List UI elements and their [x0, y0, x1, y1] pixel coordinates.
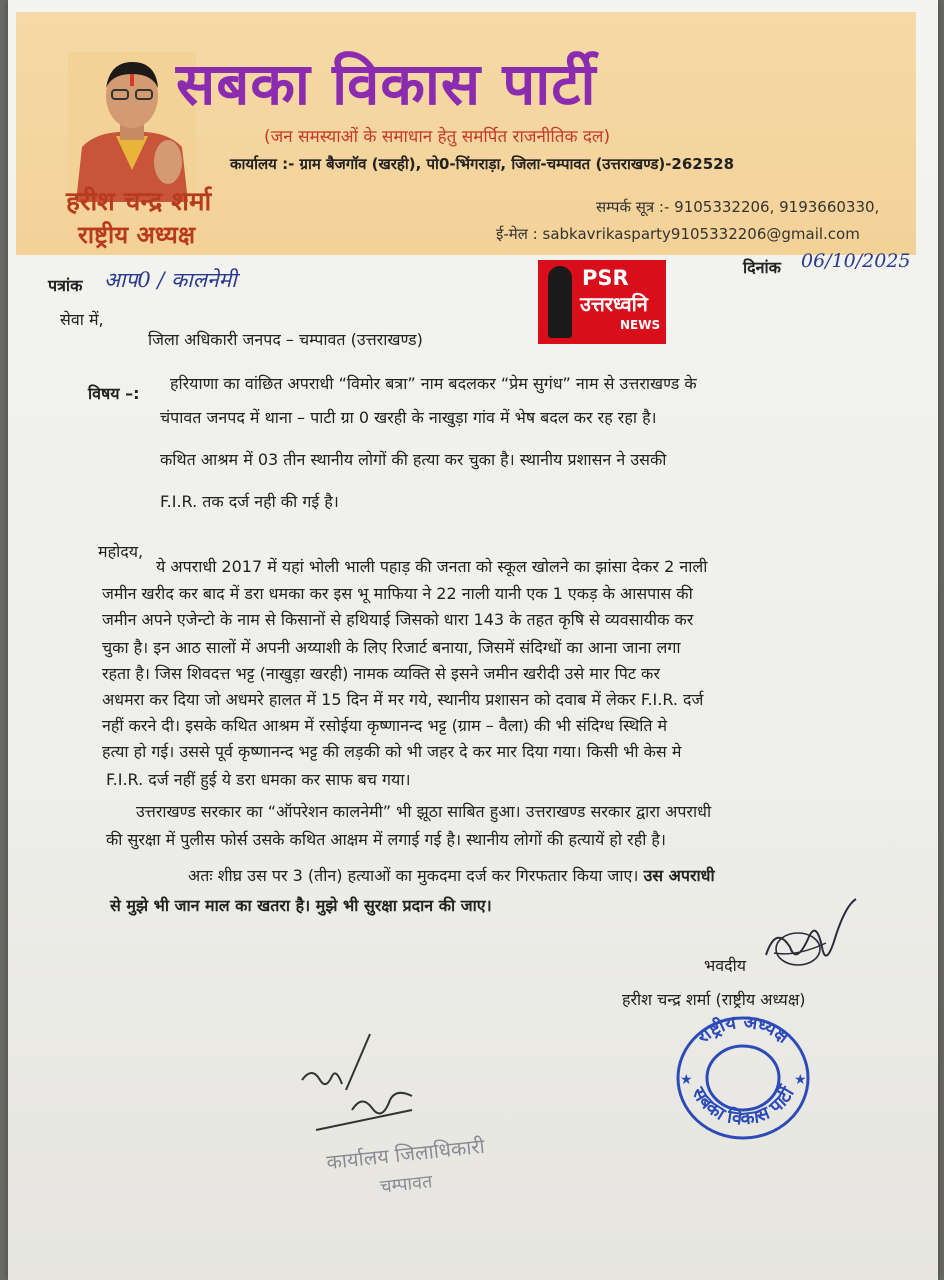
paragraph-line	[188, 864, 715, 886]
stamp-bottom-text: सबका विकास पार्टी	[687, 1083, 799, 1130]
subject-line: F.I.R. तक दर्ज नही की गई है।	[160, 492, 339, 511]
paragraph-line: अधमरा कर दिया जो अधमरे हालत में 15 दिन में मर गये, स्थानीय प्रशासन को दवाब में लेकर F.I.R. दर्ज	[102, 690, 704, 709]
party-name: सबका विकास पार्टी	[176, 50, 597, 118]
paragraph-line: की सुरक्षा में पुलीस फोर्स उसके कथित आक्षम में लगाई गई है। स्थानीय लोगों की हत्यायें हो रही है।	[106, 830, 666, 849]
stamp-top-text: राष्ट्रीय अध्यक्ष	[693, 1011, 793, 1048]
paragraph-line: उत्तराखण्ड सरकार का “ऑपरेशन कालनेमी” भी झूठा साबित हुआ। उत्तराखण्ड सरकार द्वारा अपराधी	[136, 802, 712, 821]
receipt-stamp-line2: चम्पावत	[379, 1171, 434, 1198]
request-text: अतः शीघ्र उस पर 3 (तीन) हत्याओं का मुकदमा दर्ज कर गिरफतार किया जाए।	[188, 866, 639, 885]
receipt-stamp-line1: कार्यालय जिलाधिकारी	[325, 1133, 486, 1175]
paragraph-line: ये अपराधी 2017 में यहां भोली भाली पहाड़ की जनता को स्कूल खोलने का झांसा देकर 2 नाली	[156, 557, 708, 576]
email-address: ई-मेल : sabkavrikasparty9105332206@gmail.com	[496, 225, 860, 243]
logo-news: NEWS	[620, 318, 661, 332]
receipt-signature	[292, 1030, 442, 1140]
greeting: महोदय,	[98, 542, 144, 561]
party-tagline: (जन समस्याओं के समाधान हेतु समर्पित राजनीतिक दल)	[264, 127, 611, 147]
microphone-icon	[548, 266, 572, 338]
contact-numbers: सम्पर्क सूत्र :- 9105332206, 9193660330,	[596, 198, 880, 216]
svg-text:सबका विकास पार्टी	[687, 1082, 799, 1130]
reference-label: पत्रांक	[48, 276, 83, 295]
letterhead	[16, 12, 916, 255]
paragraph-line: जमीन खरीद कर बाद में डरा धमका कर इस भू माफिया ने 22 नाली यानी एक 1 एकड़ के आसपास की	[102, 584, 693, 603]
paragraph-line: F.I.R. दर्ज नहीं हुई ये डरा धमका कर साफ बच गया।	[106, 770, 411, 789]
reference-value: आप0 / कालनेमी	[104, 268, 237, 292]
recipient: जिला अधिकारी जनपद – चम्पावत (उत्तराखण्ड)	[148, 330, 423, 349]
paragraph-line: हत्या हो गई। उससे पूर्व कृष्णानन्द भट्ट की लड़की को भी जहर दे कर मार दिया गया। किसी भी केस मे	[102, 742, 682, 761]
date-label: दिनांक	[743, 258, 781, 277]
paragraph-line: चुका है। इन आठ सालों में अपनी अय्याशी के लिए रिजार्ट बनाया, जिसमें संदिग्धों का आना जाना लगा	[102, 638, 681, 657]
subject-label: विषय –:	[88, 384, 140, 403]
leader-title: राष्ट्रीय अध्यक्ष	[78, 220, 196, 249]
signatory: हरीश चन्द्र शर्मा (राष्ट्रीय अध्यक्ष)	[622, 990, 806, 1009]
paragraph-line: जमीन अपने एजेन्टो के नाम से किसानों से हथियाई जिसको धारा 143 के तहत कृषि से व्यवसायीक कर	[102, 610, 694, 629]
salutation-to: सेवा में,	[60, 310, 104, 329]
paragraph-line: नहीं करने दी। इसके कथित आश्रम में रसोईया कृष्णानन्द भट्ट (ग्राम – वैला) की भी संदिग्ध स्थिति मे	[102, 716, 668, 735]
request-text-bold: उस अपराधी	[643, 866, 715, 885]
office-address: कार्यालय :- ग्राम बैजगॉव (खरही), पो0-भिंगराड़ा, जिला-चम्पावत (उत्तराखण्ड)-262528	[230, 155, 735, 173]
letter-page	[8, 0, 938, 1280]
star-icon: ★	[680, 1072, 693, 1088]
subject-line: हरियाणा का वांछित अपराधी “विमोर बत्रा” नाम बदलकर “प्रेम सुगंध” नाम से उत्तराखण्ड के	[170, 374, 697, 393]
request-text-bold: से मुझे भी जान माल का खतरा है। मुझे भी सुरक्षा प्रदान की जाए।	[110, 896, 492, 915]
party-stamp	[668, 1010, 818, 1140]
news-logo	[538, 260, 666, 344]
date-value: 06/10/2025	[801, 250, 911, 272]
leader-name: हरीश चन्द्र शर्मा	[66, 187, 212, 217]
star-icon: ★	[794, 1072, 807, 1088]
subject-line: कथित आश्रम में 03 तीन स्थानीय लोगों की हत्या कर चुका है। स्थानीय प्रशासन ने उसकी	[160, 450, 667, 469]
closing: भवदीय	[704, 956, 747, 975]
paragraph-line: रहता है। जिस शिवदत्त भट्ट (नाखुड़ा खरही) नामक व्यक्ति से इसने जमीन खरीदी उसे मार पिट कर	[102, 664, 660, 683]
logo-uttardhwani: उत्तरध्वनि	[580, 292, 648, 316]
logo-psr: PSR	[582, 266, 629, 290]
signature	[756, 895, 866, 985]
subject-line: चंपावत जनपद में थाना – पाटी ग्रा 0 खरही के नाखुड़ा गांव में भेष बदल कर रह रहा है।	[160, 408, 657, 427]
